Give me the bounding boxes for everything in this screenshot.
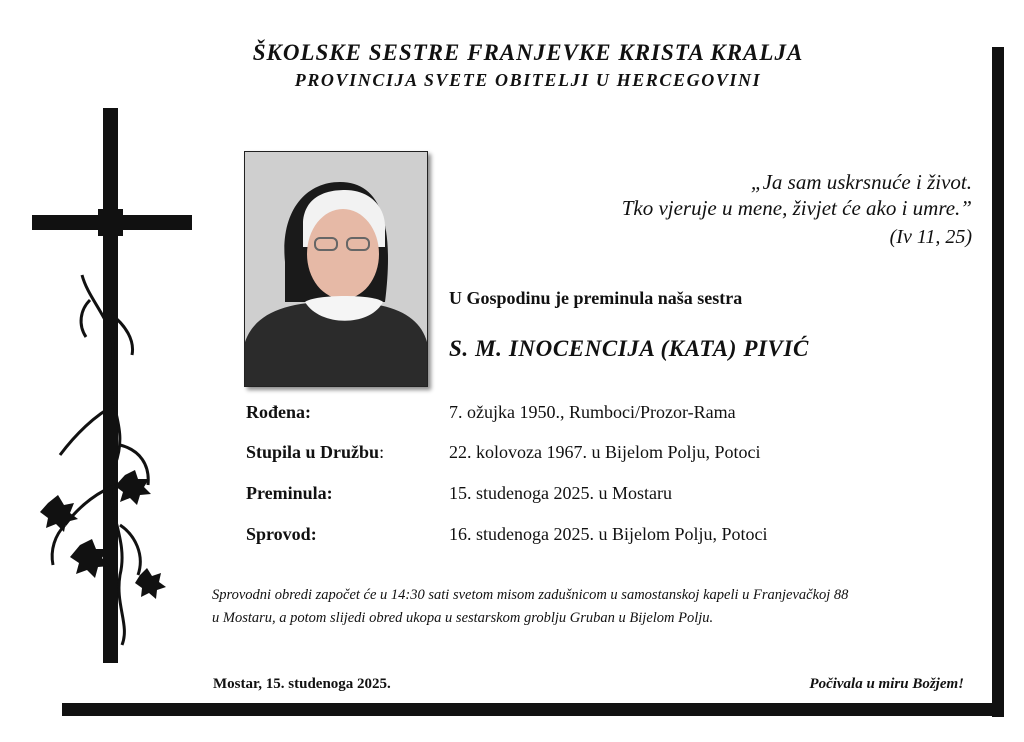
label-funeral [246,524,317,545]
quote-reference: (Iv 11, 25) [889,226,972,248]
footer-closing: Počivala u miru Božjem! [809,676,964,692]
cross-with-vine-icon [20,105,210,670]
value-funeral: 16. studenoga 2025. u Bijelom Polju, Potoci [449,524,768,544]
portrait-image [245,152,427,386]
label-funeral-text: Sprovod: [246,524,317,544]
funeral-note [212,584,992,630]
header-title: ŠKOLSKE SESTRE FRANJEVKE KRISTA KRALJA [252,40,804,65]
label-died-text: Preminula: [246,483,333,503]
frame-border-right [992,47,1004,717]
label-died [246,483,333,504]
funeral-note-line-2: u Mostaru, a potom slijedi obred ukopa u sestarskom groblju Gruban u Bijelom Polju. [212,610,714,626]
value-born: 7. ožujka 1950., Rumboci/Prozor-Rama [449,402,736,422]
frame-border-bottom [62,703,1004,716]
header-subtitle: PROVINCIJA SVETE OBITELJI U HERCEGOVINI [294,70,762,90]
announcement-intro: U Gospodinu je preminula naša sestra [449,288,743,308]
quote-line-2: Tko vjeruje u mene, živjet će ako i umre.” [621,196,972,220]
quote-line-1: „Ja sam uskrsnuće i život. [750,170,972,194]
label-born-text: Rođena: [246,402,312,422]
label-born [246,402,311,423]
deceased-name: S. M. INOCENCIJA (KATA) PIVIĆ [449,336,809,361]
portrait-photo [244,151,428,387]
label-joined-text: Stupila u Družbu [246,442,380,462]
value-joined: 22. kolovoza 1967. u Bijelom Polju, Potoci [449,442,761,462]
label-joined [246,442,384,463]
label-joined-colon: : [379,442,385,462]
funeral-note-line-1: Sprovodni obredi započet će u 14:30 sati svetom misom zadušnicom u samostanskoj kapeli u Franjevačkoj 88 [212,587,849,603]
value-died: 15. studenoga 2025. u Mostaru [449,483,672,503]
footer-place-date: Mostar, 15. studenoga 2025. [213,676,391,692]
